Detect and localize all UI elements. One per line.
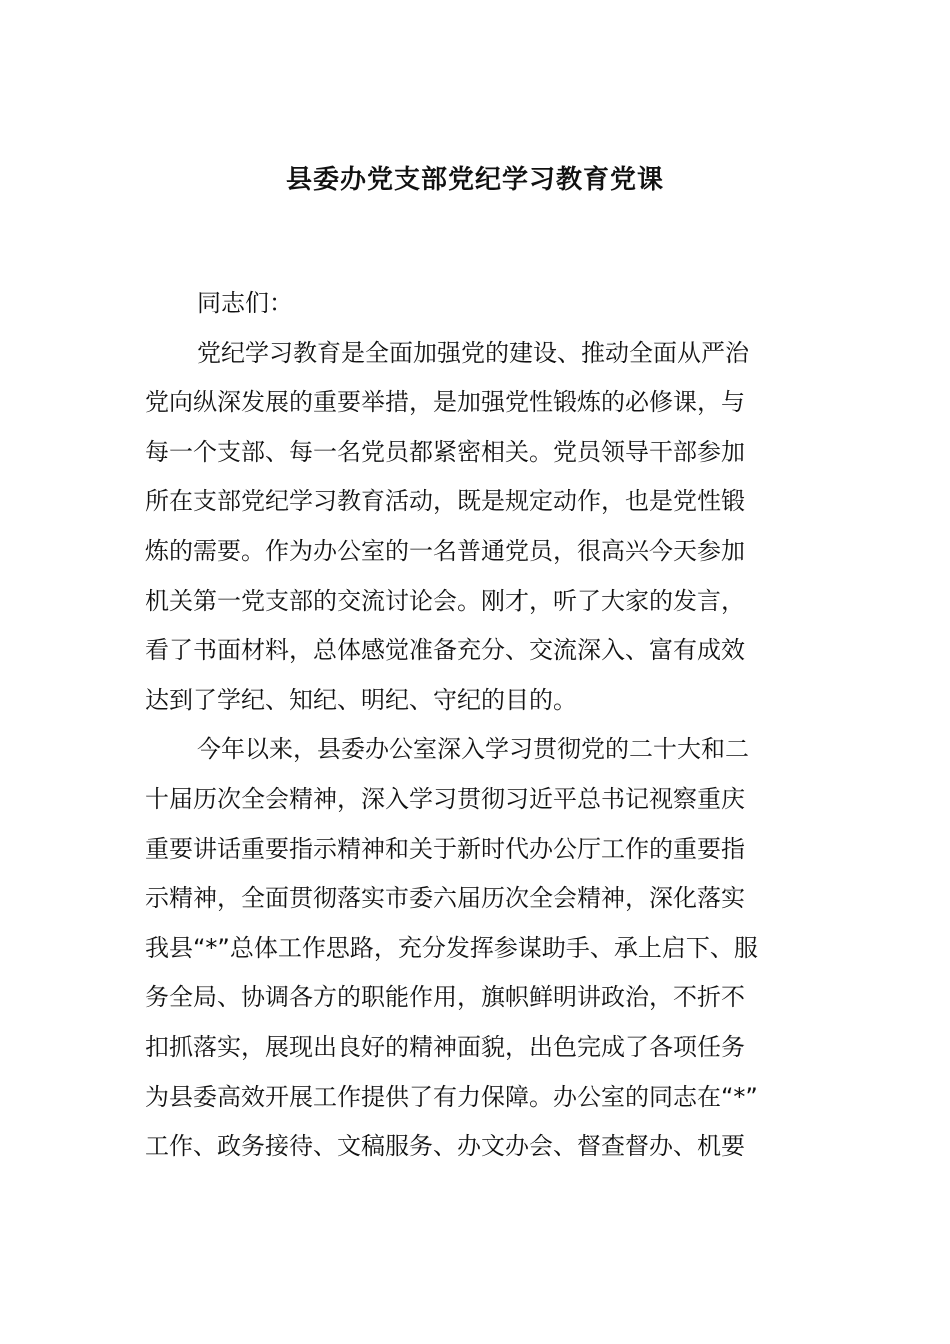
paragraph-line: 我县“*”总体工作思路，充分发挥参谋助手、承上启下、服 <box>145 933 758 962</box>
paragraph-line: 为县委高效开展工作提供了有力保障。办公室的同志在“*” <box>145 1082 758 1111</box>
paragraph-line: 每一个支部、每一名党员都紧密相关。党员领导干部参加 <box>145 437 745 466</box>
paragraph-line: 所在支部党纪学习教育活动，既是规定动作，也是党性锻 <box>145 487 745 516</box>
salutation-paragraph <box>145 279 805 329</box>
paragraph-line: 看了书面材料，总体感觉准备充分、交流深入、富有成效 <box>145 636 745 665</box>
paragraph-line: 示精神，全面贯彻落实市委六届历次全会精神，深化落实 <box>145 884 745 913</box>
paragraph-line: 十届历次全会精神，深入学习贯彻习近平总书记视察重庆 <box>145 784 745 813</box>
paragraph-line: 扣抓落实，展现出良好的精神面貌，出色完成了各项任务 <box>145 1032 745 1061</box>
paragraph-line: 务全局、协调各方的职能作用，旗帜鲜明讲政治，不折不 <box>145 983 745 1012</box>
paragraph-line: 工作、政务接待、文稿服务、办文办会、督查督办、机要 <box>145 1132 745 1161</box>
document-title: 县委办党支部党纪学习教育党课 <box>285 165 664 195</box>
paragraph-line: 炼的需要。作为办公室的一名普通党员，很高兴今天参加 <box>145 536 745 565</box>
paragraph-line: 重要讲话重要指示精神和关于新时代办公厅工作的重要指 <box>145 834 745 863</box>
paragraph-1 <box>145 329 805 726</box>
paragraph-line: 机关第一党支部的交流讨论会。刚才，听了大家的发言， <box>145 586 745 615</box>
salutation: 同志们： <box>197 289 293 317</box>
paragraph-2 <box>145 725 805 1171</box>
paragraph-line: 党纪学习教育是全面加强党的建设、推动全面从严治 <box>197 338 749 367</box>
document-body <box>145 279 805 1172</box>
paragraph-line: 达到了学纪、知纪、明纪、守纪的目的。 <box>145 685 577 714</box>
paragraph-line: 党向纵深发展的重要举措，是加强党性锻炼的必修课，与 <box>145 388 745 417</box>
paragraph-line: 今年以来，县委办公室深入学习贯彻党的二十大和二 <box>197 735 749 764</box>
